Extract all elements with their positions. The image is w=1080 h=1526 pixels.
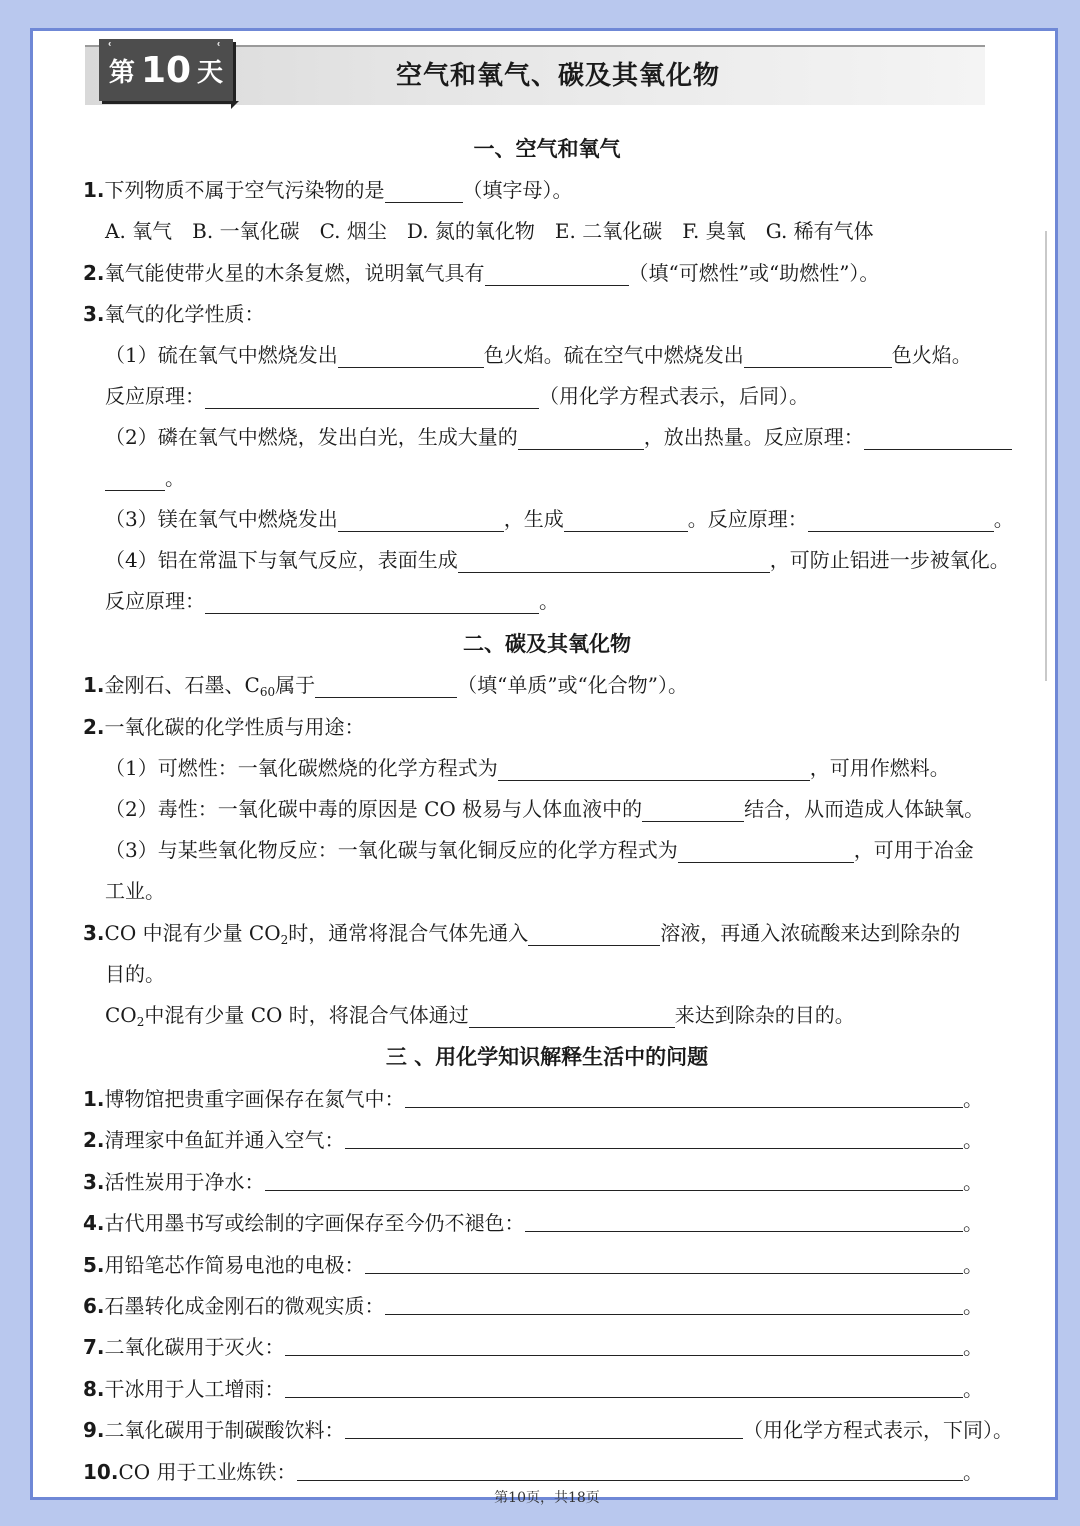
question-3-2 xyxy=(83,1126,983,1154)
part-text: 。 xyxy=(165,466,185,490)
question-2-1 xyxy=(83,671,688,699)
question-text: 活性炭用于净水： xyxy=(104,1169,265,1194)
part-text: ，可用于冶金 xyxy=(853,838,974,862)
answer-blank[interactable] xyxy=(315,677,457,698)
question-1-3-part-2-cont xyxy=(105,464,185,492)
answer-blank[interactable] xyxy=(385,182,463,203)
question-text: CO 中混有少量 CO xyxy=(104,921,281,945)
part-text: ，可用作燃料。 xyxy=(809,756,950,780)
part-text: 结合，从而造成人体缺氧。 xyxy=(744,797,985,821)
answer-blank[interactable] xyxy=(285,1377,963,1398)
question-end: 。 xyxy=(963,1128,983,1153)
question-2-2-part-3 xyxy=(105,836,974,864)
answer-blank[interactable] xyxy=(485,265,629,286)
question-end: 。 xyxy=(963,1294,983,1318)
answer-blank[interactable] xyxy=(469,1007,675,1028)
question-text: 来达到除杂的目的。 xyxy=(674,1003,855,1027)
question-1-3-part-3 xyxy=(105,505,1014,533)
question-text: 古代用墨书写或绘制的字画保存至今仍不褪色： xyxy=(104,1211,525,1236)
question-number: 6. xyxy=(83,1294,105,1318)
part-text: 色火焰。 xyxy=(891,343,972,367)
question-2-2-part-1 xyxy=(105,754,950,782)
part-text: 色火焰。硫在空气中燃烧发出 xyxy=(483,343,744,367)
question-text: 用铅笔芯作简易电池的电极： xyxy=(104,1252,365,1277)
question-text: 二氧化碳用于灭火： xyxy=(104,1335,285,1360)
question-end: 。 xyxy=(963,1169,983,1194)
question-number: 1. xyxy=(83,178,105,202)
answer-blank[interactable] xyxy=(528,925,660,946)
question-1-3-part-4 xyxy=(105,546,1010,574)
day-number: 10 xyxy=(140,49,192,91)
page-title: 空气和氧气、碳及其氧化物 xyxy=(395,61,720,91)
question-text: 氧气能使带火星的木条复燃，说明氧气具有 xyxy=(104,261,485,285)
question-2-3 xyxy=(83,919,960,947)
question-text: 溶液，再通入浓硫酸来达到除杂的 xyxy=(660,921,961,945)
question-number: 3. xyxy=(83,1169,105,1194)
question-number: 2. xyxy=(83,261,105,285)
question-number: 2. xyxy=(83,715,105,739)
question-text: 石墨转化成金刚石的微观实质： xyxy=(104,1294,385,1318)
answer-blank[interactable] xyxy=(365,1253,963,1274)
question-3-3 xyxy=(83,1168,983,1196)
question-text: 一氧化碳的化学性质与用途： xyxy=(104,715,365,739)
question-3-5 xyxy=(83,1251,983,1279)
part-text: （1）硫在氧气中燃烧发出 xyxy=(105,343,338,367)
question-number: 3. xyxy=(83,302,105,326)
question-text: 属于 xyxy=(275,673,316,697)
part-text: （3）镁在氧气中燃烧发出 xyxy=(105,507,338,531)
question-number: 3. xyxy=(83,921,105,945)
part-text: 反应原理： xyxy=(105,384,205,408)
question-number: 2. xyxy=(83,1128,105,1153)
answer-blank[interactable] xyxy=(345,1418,743,1439)
answer-blank[interactable] xyxy=(385,1294,963,1315)
question-end: 。 xyxy=(963,1252,983,1277)
question-text: CO xyxy=(105,1003,137,1027)
page-footer: 第10页，共18页 xyxy=(494,1490,600,1506)
answer-blank[interactable] xyxy=(525,1211,963,1232)
binder-hook-icon: ʿ xyxy=(107,41,113,57)
part-text: （4）铝在常温下与氧气反应，表面生成 xyxy=(105,548,458,572)
part-text: ，生成 xyxy=(503,507,564,531)
question-end: 。 xyxy=(963,1211,983,1236)
worksheet-page xyxy=(30,28,1058,1506)
question-number: 1. xyxy=(83,673,105,697)
question-1-3-part-1 xyxy=(105,341,972,369)
answer-blank[interactable] xyxy=(205,593,539,614)
question-2-3-second xyxy=(105,1001,855,1029)
question-1-1-options: A. 氧气 B. 一氧化碳 C. 烟尘 D. 氮的氧化物 E. 二氧化碳 F. 臭氧 G. 稀有气体 xyxy=(105,219,874,243)
question-number: 1. xyxy=(83,1087,105,1111)
part-text: （2）毒性：一氧化碳中毒的原因是 CO 极易与人体血液中的 xyxy=(105,797,643,821)
part-text: 。 xyxy=(993,507,1014,531)
subscript: 2 xyxy=(280,933,289,947)
part-text: ，可防止铝进一步被氧化。 xyxy=(769,548,1010,572)
part-text: 。反应原理： xyxy=(687,507,808,531)
answer-blank[interactable] xyxy=(808,511,994,532)
section-heading-3: 三 、用化学知识解释生活中的问题 xyxy=(385,1045,709,1069)
question-text: 金刚石、石墨、C xyxy=(104,673,260,697)
question-text: 时，通常将混合气体先通入 xyxy=(288,921,529,945)
question-text: 博物馆把贵重字画保存在氮气中： xyxy=(104,1087,405,1111)
part-text: 反应原理： xyxy=(105,589,205,613)
question-2-2 xyxy=(83,713,365,741)
day-prefix: 第 xyxy=(108,57,135,88)
question-hint: （填字母）。 xyxy=(462,178,573,202)
answer-blank[interactable] xyxy=(678,842,854,863)
part-text: （2）磷在氧气中燃烧，发出白光，生成大量的 xyxy=(105,425,518,449)
question-1-2 xyxy=(83,259,879,287)
answer-blank[interactable] xyxy=(642,801,744,822)
answer-blank[interactable] xyxy=(458,552,770,573)
section-heading-1: 一、空气和氧气 xyxy=(473,137,621,161)
answer-blank[interactable] xyxy=(105,470,165,491)
answer-blank[interactable] xyxy=(518,429,644,450)
question-3-6 xyxy=(83,1292,983,1320)
part-text: （用化学方程式表示，后同）。 xyxy=(539,384,809,408)
day-suffix: 天 xyxy=(197,57,224,88)
subscript: 60 xyxy=(259,685,276,699)
question-hint: （填“可燃性”或“助燃性”）。 xyxy=(628,261,880,285)
question-2-2-part-2 xyxy=(105,795,984,823)
part-text: （1）可燃性：一氧化碳燃烧的化学方程式为 xyxy=(105,756,498,780)
question-end: 。 xyxy=(963,1335,983,1360)
question-3-7 xyxy=(83,1333,983,1361)
answer-blank[interactable] xyxy=(297,1460,964,1481)
question-1-3-part-1-reaction xyxy=(105,382,809,410)
answer-blank[interactable] xyxy=(285,1335,963,1356)
question-text: 二氧化碳用于制碳酸饮料： xyxy=(104,1418,345,1443)
question-3-9 xyxy=(83,1416,1013,1444)
question-number: 4. xyxy=(83,1211,105,1236)
question-3-4 xyxy=(83,1209,983,1237)
question-hint: （填“单质”或“化合物”）。 xyxy=(457,673,689,697)
question-end: 。 xyxy=(963,1376,983,1401)
answer-blank[interactable] xyxy=(265,1170,963,1191)
question-2-2-part-3-cont: 工业。 xyxy=(105,879,165,903)
question-end: 。 xyxy=(963,1087,983,1111)
question-1-3-part-2 xyxy=(105,423,1012,451)
scan-mark xyxy=(1045,231,1047,681)
question-text: 干冰用于人工增雨： xyxy=(104,1376,285,1401)
part-text: 。 xyxy=(539,589,559,613)
question-number: 5. xyxy=(83,1252,105,1277)
answer-blank[interactable] xyxy=(564,511,688,532)
question-number: 10. xyxy=(83,1459,119,1484)
question-3-8 xyxy=(83,1375,983,1403)
question-1-3-part-4-reaction xyxy=(105,587,559,615)
question-3-1 xyxy=(83,1085,983,1113)
question-number: 8. xyxy=(83,1376,105,1401)
section-heading-2: 二、碳及其氧化物 xyxy=(463,632,631,656)
answer-blank[interactable] xyxy=(205,388,539,409)
question-end: 。 xyxy=(963,1459,983,1484)
question-1-1 xyxy=(83,176,573,204)
question-1-3 xyxy=(83,300,265,328)
answer-blank[interactable] xyxy=(864,429,1012,450)
answer-blank[interactable] xyxy=(345,1128,963,1149)
question-text: 清理家中鱼缸并通入空气： xyxy=(104,1128,345,1153)
answer-blank[interactable] xyxy=(338,347,484,368)
part-text: ，放出热量。反应原理： xyxy=(643,425,864,449)
subscript: 2 xyxy=(136,1015,145,1029)
question-text: 下列物质不属于空气污染物的是 xyxy=(104,178,385,202)
answer-blank[interactable] xyxy=(498,760,810,781)
part-text: （3）与某些氧化物反应：一氧化碳与氧化铜反应的化学方程式为 xyxy=(105,838,678,862)
question-end: （用化学方程式表示，下同）。 xyxy=(743,1418,1013,1443)
question-text: 氧气的化学性质： xyxy=(104,302,265,326)
question-number: 7. xyxy=(83,1335,105,1360)
question-text: CO 用于工业炼铁： xyxy=(118,1459,297,1484)
question-3-10 xyxy=(83,1458,983,1486)
question-text: 中混有少量 CO 时，将混合气体通过 xyxy=(144,1003,469,1027)
answer-blank[interactable] xyxy=(744,347,892,368)
day-tag xyxy=(99,39,233,101)
answer-blank[interactable] xyxy=(338,511,504,532)
question-2-3-cont: 目的。 xyxy=(105,962,165,986)
question-number: 9. xyxy=(83,1418,105,1443)
answer-blank[interactable] xyxy=(405,1087,963,1108)
binder-hook-icon: ʿ xyxy=(215,41,221,57)
